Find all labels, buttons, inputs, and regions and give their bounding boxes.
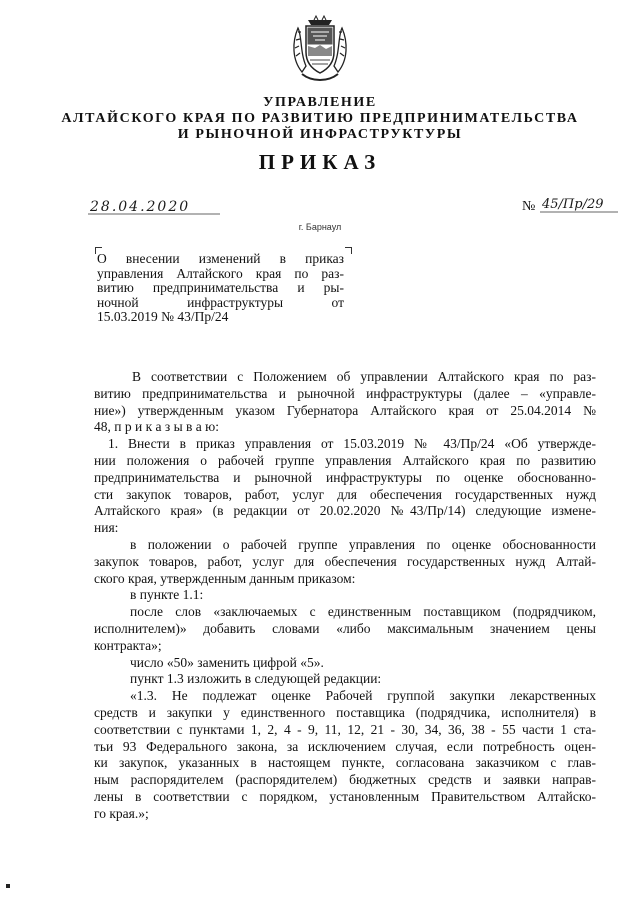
- text-line: средств и закупки у единственного поставщика (подрядчика, исполнителя) в: [94, 704, 596, 720]
- text-line: пункт 1.3 изложить в следующей редакции:: [130, 671, 382, 687]
- text-line: лены в соответствии с порядком, установленным Правительством Алтайско-: [94, 788, 596, 804]
- text-line: число «50» заменить цифрой «5».: [130, 654, 324, 670]
- text-line: ского края, утвержденным данным приказом:: [94, 570, 356, 586]
- quote-paragraph: [94, 688, 596, 822]
- text-line: закупок товаров, работ, услуг для обеспечения государственных нужд Алтай-: [94, 553, 596, 569]
- text-line: предпринимательства и рыночной инфраструктуры по оценке обоснованно-: [94, 469, 596, 485]
- words-paragraph: [94, 604, 596, 654]
- subject-corner-right: [345, 247, 352, 254]
- position-paragraph: [94, 536, 596, 587]
- subject-line: О внесении изменений в приказ: [97, 251, 344, 266]
- text-line: сти закупок товаров, работ, услуг для обеспечения государственных нужд: [94, 486, 596, 502]
- text-line: исполнителем)» добавить словами «либо максимальным значением цены: [94, 620, 596, 636]
- text-line: ки закупок, указанных в настоящем пункте, согласована заказчиком с глав-: [94, 755, 596, 771]
- text-line: соответствии с пунктами 1, 2, 4 - 9, 11, 12, 21 - 30, 34, 36, 38 - 55 части 1 ста-: [94, 721, 596, 737]
- point-1-3-paragraph: [118, 671, 596, 688]
- subject-line: 15.03.2019 № 43/Пр/24: [97, 309, 229, 325]
- text-line: 48, п р и к а з ы в а ю:: [94, 419, 219, 435]
- number-label: №: [522, 199, 536, 214]
- document-body: [94, 369, 596, 823]
- number-change-paragraph: [118, 655, 596, 672]
- subject-line: управления Алтайского края по раз-: [97, 265, 344, 281]
- document-type-title: ПРИКАЗ: [258, 150, 382, 174]
- document-subject: [97, 252, 344, 325]
- text-line: в положении о рабочей группе управления по оценке обоснованности: [130, 536, 596, 552]
- text-line: ным распорядителем (распорядителем) бюджетных средств и заявки направ-: [94, 772, 596, 788]
- intro-paragraph: [94, 369, 596, 436]
- header-line-1: УПРАВЛЕНИЕ: [263, 95, 377, 110]
- header-line-3: И РЫНОЧНОЙ ИНФРАСТРУКТУРЫ: [177, 127, 463, 142]
- text-line: витию предпринимательства и рыночной инфраструктуры (далее – «управле-: [94, 385, 596, 401]
- coat-of-arms-emblem: [288, 12, 352, 84]
- text-line: контракта»;: [94, 637, 162, 653]
- text-line: 1. Внести в приказ управления от 15.03.2019 № 43/Пр/24 «Об утвержде-: [108, 436, 596, 452]
- text-line: нии положения о рабочей группе управления Алтайского края по развитию: [94, 452, 596, 468]
- text-line: Алтайского края» (в редакции от 20.02.2020 №43/Пр/14) следующие измене-: [94, 503, 596, 519]
- text-line: «1.3. Не подлежат оценке Рабочей группой закупки лекарственных: [130, 688, 596, 704]
- header-line-2: АЛТАЙСКОГО КРАЯ ПО РАЗВИТИЮ ПРЕДПРИНИМАТЕЛЬСТВА: [61, 111, 579, 126]
- text-line: после слов «заключаемых с единственным поставщиком (подрядчиком,: [130, 604, 596, 620]
- point-1-1-paragraph: [118, 587, 596, 604]
- text-line: тьи 93 Федерального закона, за исключением случая, если потребность оцен-: [94, 738, 596, 754]
- city-label: г. Барнаул: [298, 222, 342, 232]
- text-line: ния:: [94, 520, 119, 536]
- handwritten-number: [540, 194, 618, 216]
- handwritten-number-text: 45/Пр/29: [542, 197, 604, 212]
- item-1-paragraph: [94, 436, 596, 537]
- handwritten-date: [88, 196, 220, 218]
- text-line: в пункте 1.1:: [130, 587, 204, 603]
- scan-mark: [6, 884, 10, 888]
- text-line: В соответствии с Положением об управлении Алтайского края по раз-: [132, 369, 596, 384]
- handwritten-date-text: 28.04.2020: [90, 199, 191, 215]
- subject-line: ночной инфраструктуры от: [97, 294, 344, 310]
- text-line: ние») утвержденным указом Губернатора Алтайского края от 25.04.2014 №: [94, 402, 596, 418]
- text-line: го края.»;: [94, 805, 149, 821]
- subject-line: витию предпринимательства и ры-: [97, 280, 344, 296]
